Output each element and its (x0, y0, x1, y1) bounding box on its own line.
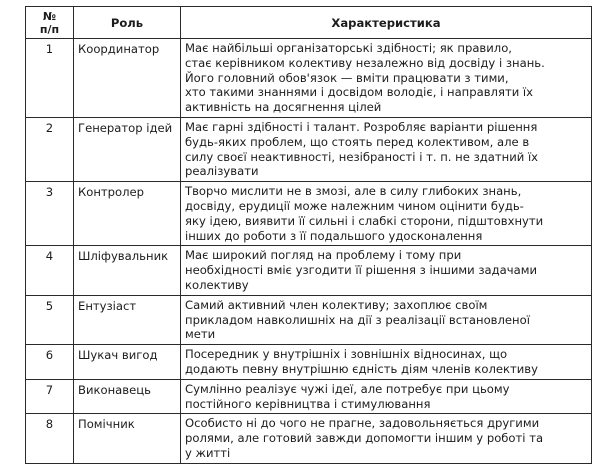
table-header-row (26, 7, 592, 39)
row-number: 4 (26, 246, 74, 295)
row-role: Шукач вигод (74, 345, 181, 380)
description-line: Має широкий погляд на проблему і тому при (185, 248, 462, 263)
row-role: Шліфувальник (74, 246, 181, 295)
description-line: у житті (185, 445, 231, 460)
row-number: 1 (26, 39, 74, 118)
header-number-line: № (42, 10, 57, 23)
table-row (26, 246, 592, 295)
table-row (26, 414, 592, 463)
table-body (26, 39, 592, 464)
header-description: Характеристика (181, 7, 592, 39)
table-row (26, 345, 592, 380)
row-description (181, 39, 592, 118)
row-role: Координатор (74, 39, 181, 118)
row-number: 8 (26, 414, 74, 463)
description-line: прикладом навколишніх на дії з реалізації встановленої (185, 312, 530, 327)
row-description (181, 295, 592, 344)
description-line: Творчо мислити не в змозі, але в силу глибоких знань, (185, 184, 522, 199)
description-line: активність на досягнення цілей (185, 100, 382, 115)
row-description (181, 345, 592, 380)
table-row (26, 117, 592, 181)
description-line: реалізувати (185, 164, 259, 179)
description-line: яку ідею, виявити її сильні і слабкі сторони, підштовхнути (185, 213, 544, 228)
description-line: досвіду, ерудиції може належним чином оцінити будь- (185, 198, 524, 213)
row-description (181, 182, 592, 246)
row-number: 6 (26, 345, 74, 380)
row-role: Ентузіаст (74, 295, 181, 344)
row-number: 5 (26, 295, 74, 344)
description-line: Має гарні здібності і талант. Розробляє варіанти рішення (185, 119, 538, 134)
description-line: будь-яких проблем, що стоять перед колективом, але в (185, 134, 530, 149)
roles-table (25, 6, 592, 464)
row-number: 7 (26, 379, 74, 414)
description-line: хто такими знаннями і досвідом володіє, і направляти їх (185, 85, 533, 100)
description-line: Його головний обов'язок — вміти працювати з тими, (185, 70, 509, 85)
header-role: Роль (74, 7, 181, 39)
row-role: Генератор ідей (74, 117, 181, 181)
description-line: Особисто ні до чого не прагне, задовольняється другими (185, 416, 540, 431)
description-line: Самий активний член колективу; захоплює своїм (185, 297, 488, 312)
description-line: Має найбільші організаторські здібності; як правило, (185, 41, 512, 55)
header-number-line: п/п (39, 23, 60, 36)
description-line: інших до роботи з її подальшого удосконалення (185, 228, 483, 243)
description-line: ролями, але готовий завжди допомогти іншим у роботі та (185, 431, 544, 446)
row-description (181, 414, 592, 463)
row-number: 3 (26, 182, 74, 246)
description-line: Посередник у внутрішніх і зовнішніх відносинах, що (185, 347, 508, 362)
table-row (26, 379, 592, 414)
table-row (26, 39, 592, 118)
description-line: Сумлінно реалізує чужі ідеї, але потребує при цьому (185, 381, 510, 396)
header-number (26, 7, 74, 39)
table-row (26, 182, 592, 246)
description-line: додають певну внутрішню єдність діям членів колективу (185, 361, 538, 376)
row-description (181, 246, 592, 295)
description-line: постійного керівництва і стимулювання (185, 396, 431, 411)
description-line: необхідності вміє узгодити її рішення з іншими задачами (185, 263, 538, 278)
description-line: мети (185, 327, 216, 342)
row-description (181, 117, 592, 181)
row-description (181, 379, 592, 414)
description-line: силу своєї неактивності, незібраності і т. п. не здатний їх (185, 149, 539, 164)
row-role: Контролер (74, 182, 181, 246)
description-line: колективу (185, 277, 249, 292)
row-role: Виконавець (74, 379, 181, 414)
row-number: 2 (26, 117, 74, 181)
row-role: Помічник (74, 414, 181, 463)
description-line: стає керівником колективу незалежно від досвіду і знань. (185, 55, 545, 70)
table-row (26, 295, 592, 344)
